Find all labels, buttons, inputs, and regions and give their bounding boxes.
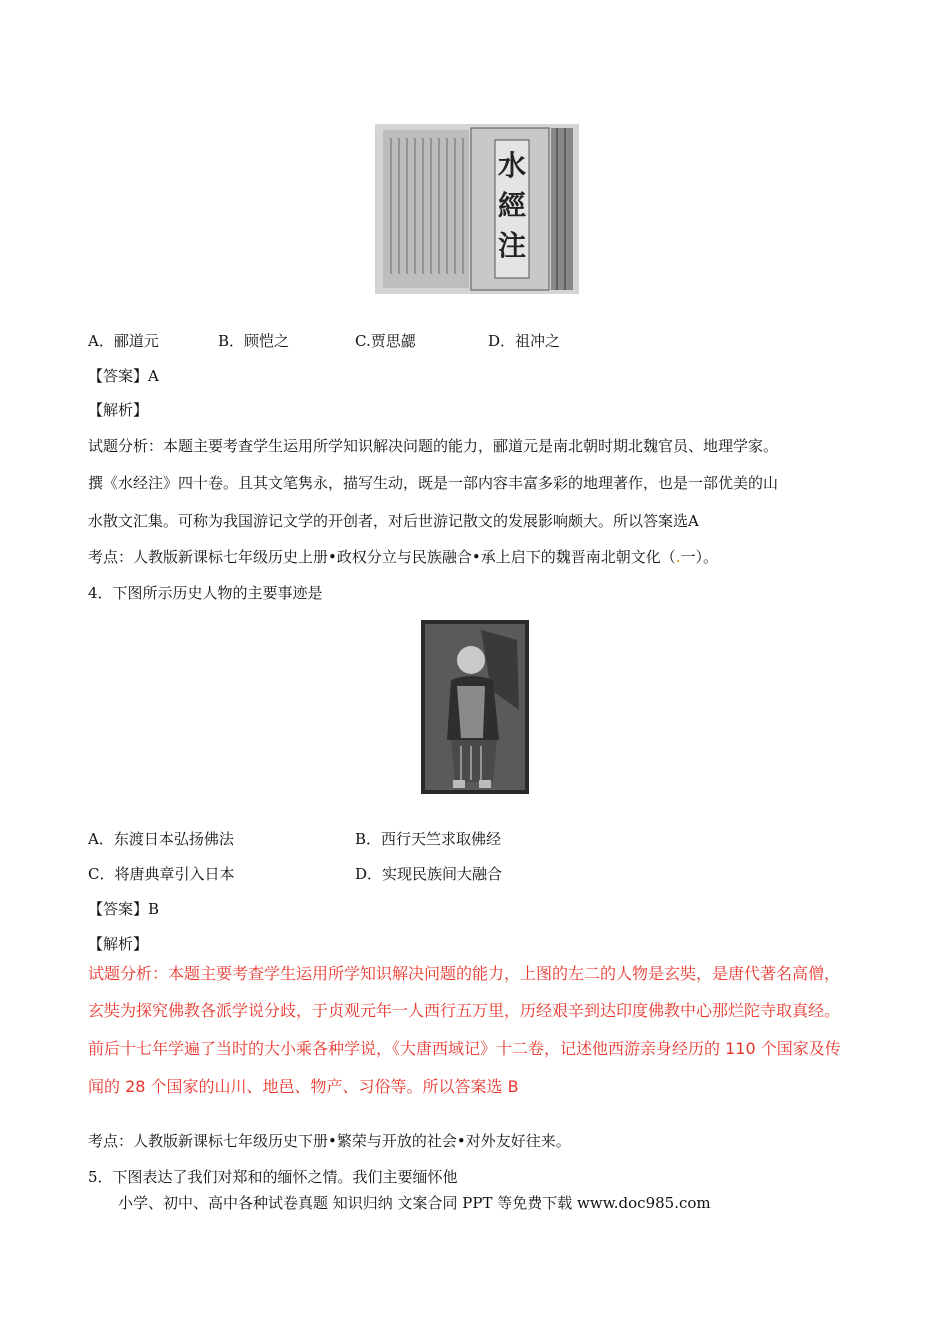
q3-analysis-line-2: 撰《水经注》四十卷。且其文笔隽永，描写生动，既是一部内容丰富多彩的地理著作，也是一部优美的山 [88,474,779,492]
q3-analysis-line-3: 水散文汇集。可称为我国游记文学的开创者，对后世游记散文的发展影响颇大。所以答案选A [88,512,699,530]
q3-option-a: A．郦道元 [88,332,159,350]
book-title: 水經注 [497,149,526,262]
q4-analysis-line-4: 闻的 28 个国家的山川、地邑、物产、习俗等。所以答案选 B [88,1077,519,1096]
q3-option-b: B．顾恺之 [218,332,290,350]
figure-portrait [421,620,529,794]
q3-option-c: C.贾思勰 [355,332,416,350]
q4-analysis-line-1: 试题分析：本题主要考查学生运用所学知识解决问题的能力，上图的左二的人物是玄奘，是唐代著名高僧， [88,964,841,983]
q3-kaodian-end: 一）。 [680,548,718,566]
q4-option-c: C．将唐典章引入日本 [88,865,235,883]
book-figure [375,124,579,294]
q4-option-a: A．东渡日本弘扬佛法 [88,830,234,848]
q4-option-b: B．西行天竺求取佛经 [355,830,502,848]
q5-question: 5．下图表达了我们对郑和的缅怀之情。我们主要缅怀他 [88,1168,458,1186]
q3-kaodian [88,547,718,567]
page-footer: 小学、初中、高中各种试卷真题 知识归纳 文案合同 PPT 等免费下载 www.doc985.com [118,1194,711,1212]
q4-question: 4．下图所示历史人物的主要事迹是 [88,584,323,602]
q4-kaodian: 考点：人教版新课标七年级历史下册•繁荣与开放的社会•对外友好往来。 [88,1132,571,1150]
q3-option-d: D．祖冲之 [488,332,561,350]
q4-analysis-line-3: 前后十七年学遍了当时的大小乘各种学说，《大唐西域记》十二卷，记述他西游亲身经历的 110 个国家及传 [88,1039,841,1058]
q3-kaodian-text: 考点：人教版新课标七年级历史上册•政权分立与民族融合•承上启下的魏晋南北朝文化（ [88,548,676,566]
q4-answer: 【答案】B [88,900,160,918]
q4-option-d: D．实现民族间大融合 [355,865,503,883]
q4-analysis-line-2: 玄奘为探究佛教各派学说分歧，于贞观元年一人西行五万里，历经艰辛到达印度佛教中心那烂陀寺取真经。 [88,1001,841,1020]
q3-answer: 【答案】A [88,367,159,385]
q3-kaodian-dot: . [675,548,681,566]
q3-analysis-line-1: 试题分析：本题主要考查学生运用所学知识解决问题的能力，郦道元是南北朝时期北魏官员、地理学家。 [88,437,779,455]
q3-analysis-label: 【解析】 [88,401,149,419]
q4-analysis-label: 【解析】 [88,935,149,953]
